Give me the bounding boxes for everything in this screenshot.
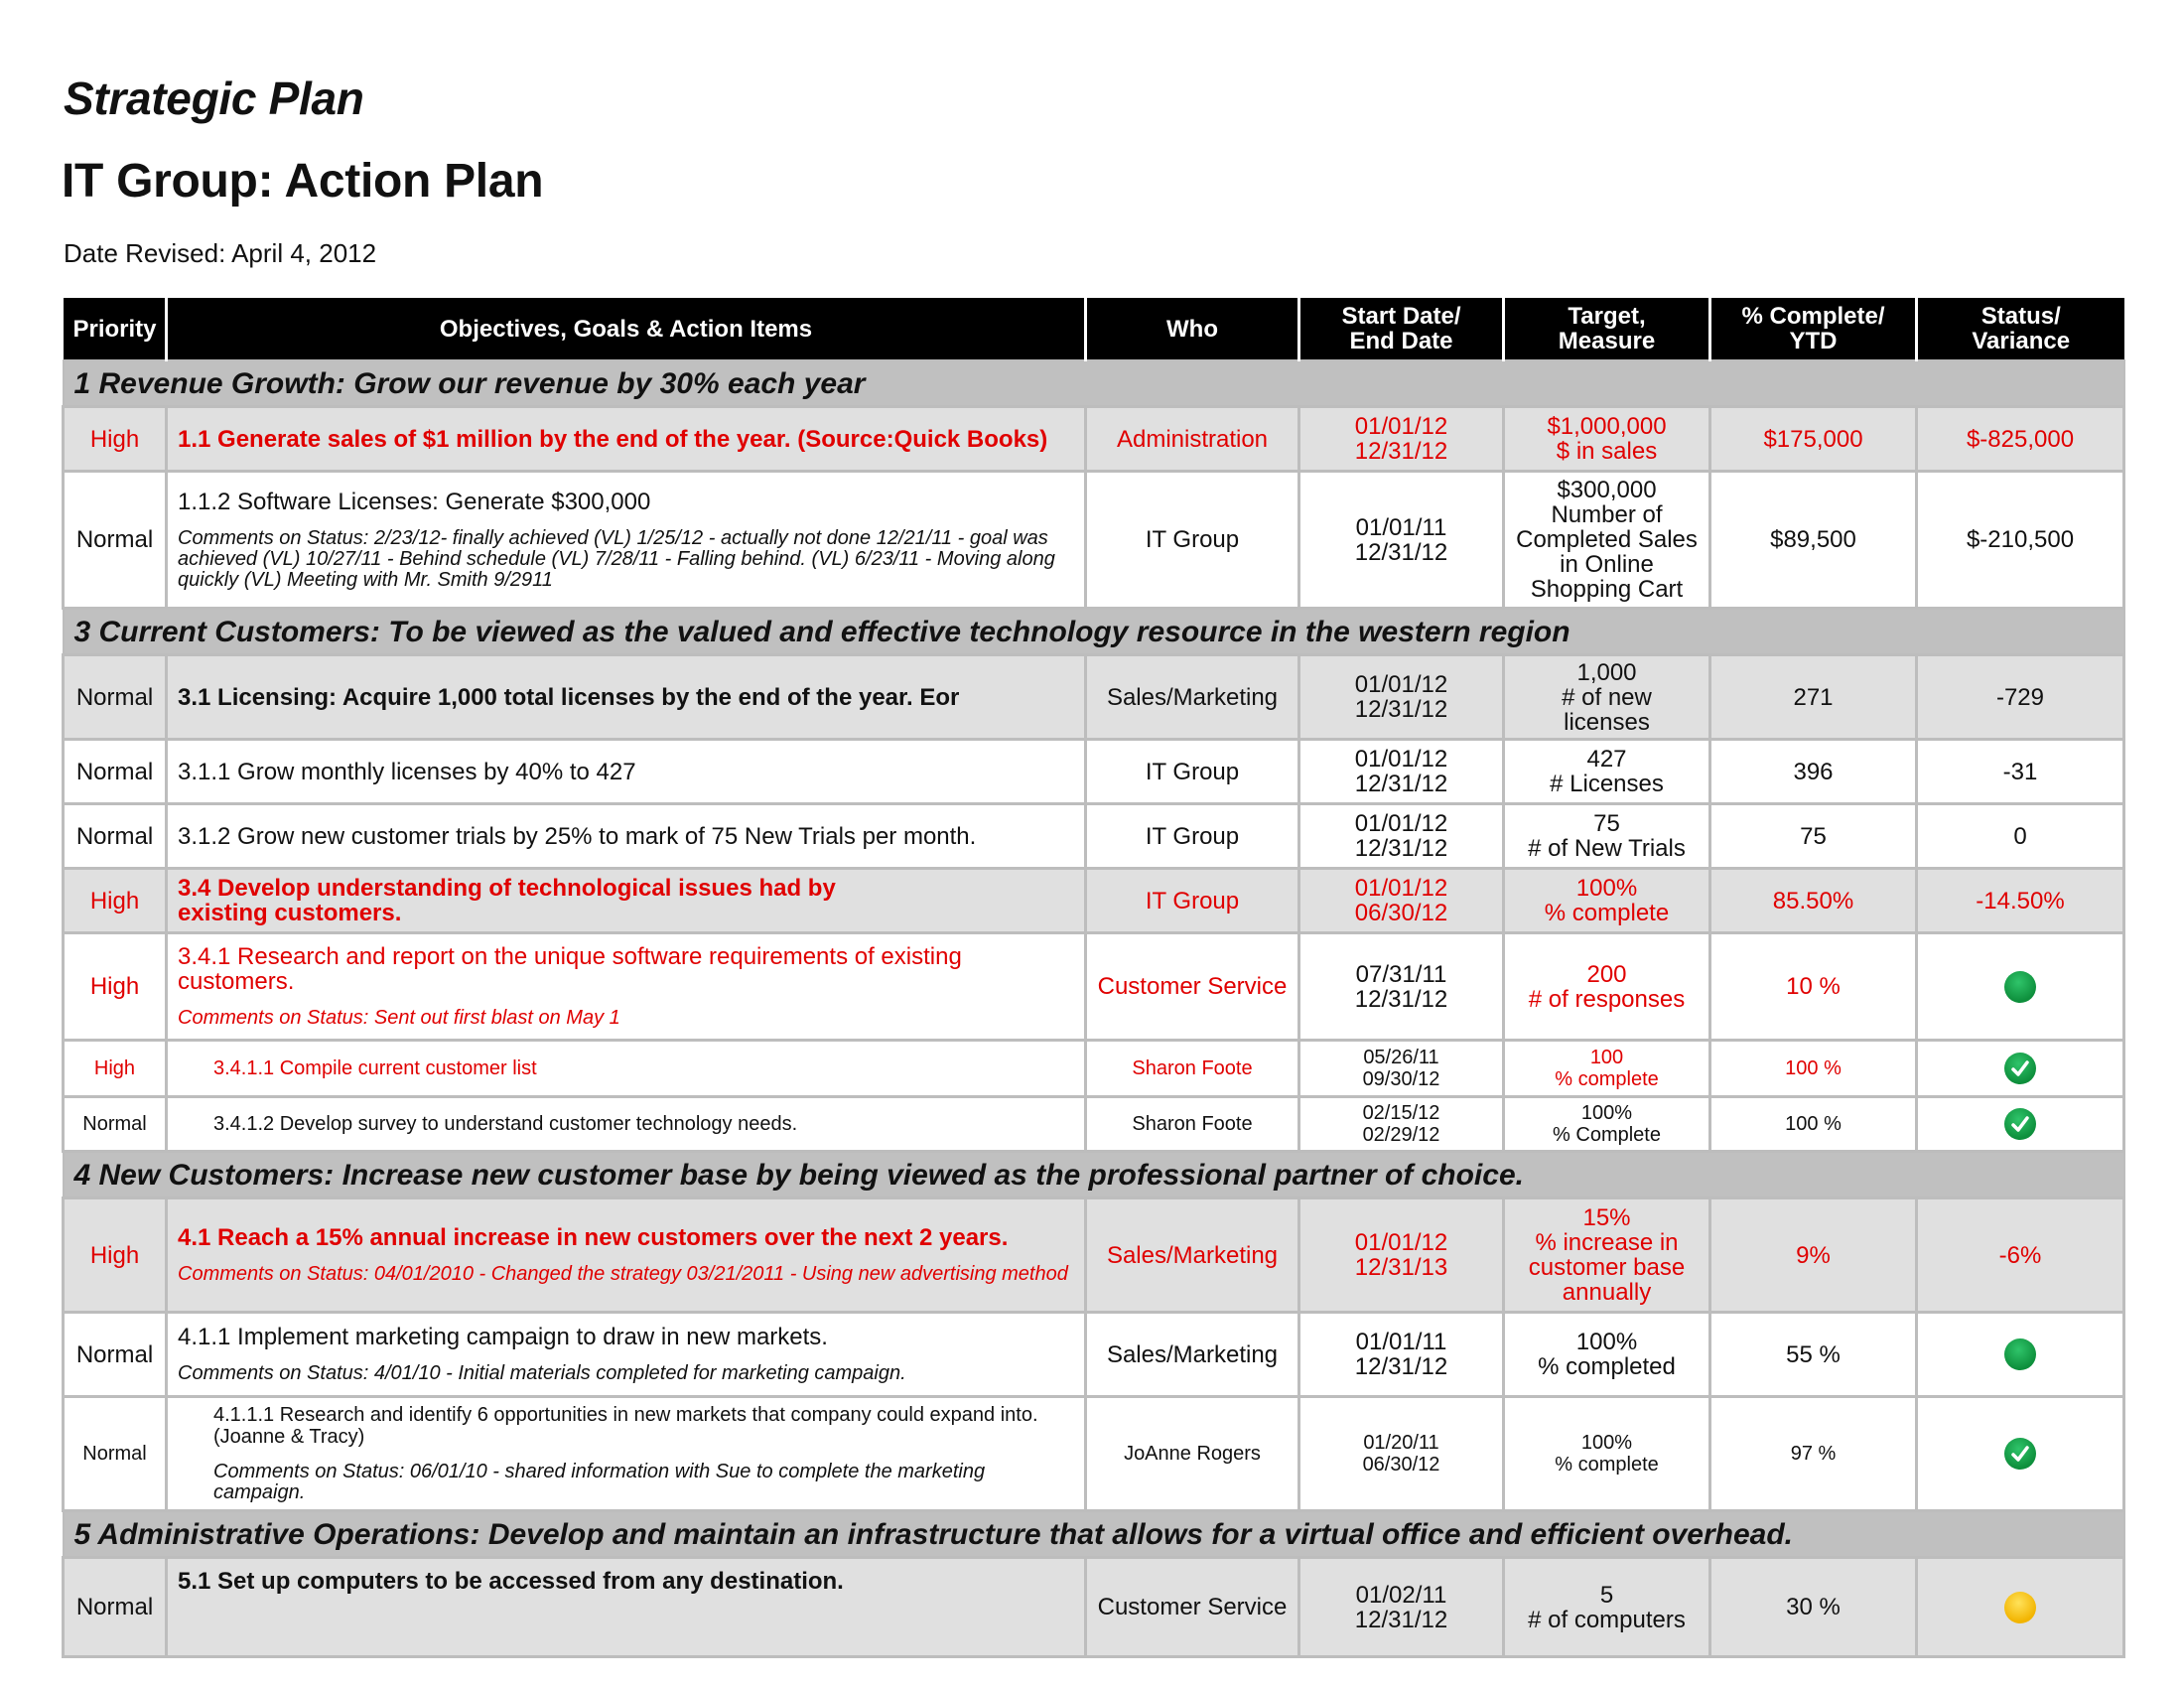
target-value: $1,000,000	[1547, 413, 1667, 440]
start-date: 01/01/12	[1354, 746, 1448, 773]
objective-text: 5.1 Set up computers to be accessed from any destination.	[178, 1568, 844, 1595]
green-status-dot-icon	[2004, 971, 2036, 1003]
end-date: 06/30/12	[1354, 900, 1448, 926]
complete-cell: 30 %	[1710, 1558, 1917, 1657]
target-cell	[1504, 804, 1710, 869]
objective-text: 3.4.1.2 Develop survey to understand customer technology needs.	[213, 1113, 798, 1135]
target-cell	[1504, 740, 1710, 804]
complete-cell: 396	[1710, 740, 1917, 804]
priority-cell: Normal	[64, 1558, 167, 1657]
status-cell: $-210,500	[1917, 472, 2124, 609]
col-header-target-line1: Target,	[1568, 303, 1646, 330]
objective-cell	[167, 804, 1086, 869]
section-header-row	[64, 1511, 2124, 1558]
who-cell: IT Group	[1086, 804, 1299, 869]
status-cell: 0	[1917, 804, 2124, 869]
table-row	[64, 933, 2124, 1041]
priority-cell: Normal	[64, 1313, 167, 1397]
target-value: 100%	[1580, 1102, 1633, 1124]
dates-cell	[1299, 933, 1504, 1041]
objective-cell	[167, 1097, 1086, 1152]
priority-cell: High	[64, 1041, 167, 1097]
target-measure: # of computers	[1528, 1606, 1686, 1633]
who-cell: Customer Service	[1086, 1558, 1299, 1657]
priority-cell: High	[64, 869, 167, 933]
col-header-status	[1917, 298, 2124, 360]
table-row	[64, 869, 2124, 933]
date-revised: Date Revised: April 4, 2012	[64, 238, 377, 268]
objective-text: 4.1.1.1 Research and identify 6 opportunities in new markets that company could expand into. (Joanne & Tracy)	[213, 1404, 1038, 1448]
end-date: 12/31/12	[1354, 1606, 1448, 1633]
priority-cell: Normal	[64, 1097, 167, 1152]
target-measure: % complete	[1544, 900, 1670, 926]
objective-cell	[167, 655, 1086, 740]
green-checkmark-icon	[2004, 1438, 2036, 1470]
start-date: 01/02/11	[1355, 1581, 1447, 1609]
priority-cell: Normal	[64, 804, 167, 869]
col-header-complete-line1: % Complete/	[1741, 303, 1885, 330]
status-cell	[1917, 933, 2124, 1041]
section-header-row	[64, 609, 2124, 655]
start-date: 02/15/12	[1362, 1102, 1440, 1124]
col-header-dates-line2: End Date	[1349, 328, 1453, 354]
green-checkmark-icon	[2004, 1053, 2036, 1084]
complete-cell: $89,500	[1710, 472, 1917, 609]
section-header-row	[64, 1152, 2124, 1198]
start-date: 05/26/11	[1363, 1047, 1439, 1068]
status-cell: -729	[1917, 655, 2124, 740]
objective-cell	[167, 869, 1086, 933]
target-cell	[1504, 1097, 1710, 1152]
objective-cell	[167, 933, 1086, 1041]
target-value: 100%	[1580, 1432, 1633, 1454]
status-cell	[1917, 1313, 2124, 1397]
target-value: 15%	[1582, 1204, 1631, 1231]
action-plan-table-container	[62, 298, 2122, 1633]
target-cell	[1504, 869, 1710, 933]
end-date: 02/29/12	[1362, 1124, 1440, 1146]
action-plan-table	[62, 298, 2125, 1658]
dates-cell	[1299, 804, 1504, 869]
section-title: 4 New Customers: Increase new customer base by being viewed as the professional partner of choice.	[64, 1152, 2124, 1198]
col-header-complete	[1710, 298, 1917, 360]
target-cell	[1504, 472, 1710, 609]
complete-cell: 100 %	[1710, 1041, 1917, 1097]
dates-cell	[1299, 1397, 1504, 1511]
objective-text: 1.1 Generate sales of $1 million by the end of the year. (Source:Quick Books)	[178, 425, 1048, 453]
col-header-dates-line1: Start Date/	[1341, 303, 1461, 330]
start-date: 01/01/12	[1354, 810, 1448, 837]
target-value: 75	[1593, 810, 1620, 837]
objective-cell	[167, 1041, 1086, 1097]
objective-cell	[167, 1198, 1086, 1313]
end-date: 09/30/12	[1362, 1068, 1440, 1090]
start-date: 01/01/11	[1355, 513, 1447, 541]
target-measure: Number of Completed Sales in Online Shopping Cart	[1516, 501, 1698, 603]
start-date: 07/31/11	[1355, 960, 1447, 988]
priority-cell: High	[64, 933, 167, 1041]
end-date: 12/31/12	[1354, 696, 1448, 723]
objective-text: 1.1.2 Software Licenses: Generate $300,000	[178, 488, 651, 515]
objective-text: 3.1 Licensing: Acquire 1,000 total licenses by the end of the year. Eor	[178, 683, 960, 711]
target-value: 200	[1586, 960, 1627, 988]
table-row	[64, 655, 2124, 740]
table-row	[64, 1097, 2124, 1152]
dates-cell	[1299, 869, 1504, 933]
end-date: 12/31/12	[1354, 985, 1448, 1013]
objective-cell	[167, 1558, 1086, 1657]
target-measure: $ in sales	[1556, 438, 1658, 465]
priority-cell: Normal	[64, 472, 167, 609]
who-cell: Sales/Marketing	[1086, 1313, 1299, 1397]
status-cell: -14.50%	[1917, 869, 2124, 933]
who-cell: JoAnne Rogers	[1086, 1397, 1299, 1511]
objective-cell	[167, 472, 1086, 609]
table-row	[64, 1397, 2124, 1511]
objective-text: 3.1.1 Grow monthly licenses by 40% to 427	[178, 758, 636, 785]
complete-cell: 10 %	[1710, 933, 1917, 1041]
start-date: 01/01/12	[1354, 671, 1448, 698]
green-checkmark-icon	[2004, 1108, 2036, 1140]
section-header-row	[64, 360, 2124, 407]
status-cell: -31	[1917, 740, 2124, 804]
col-header-dates	[1299, 298, 1504, 360]
table-row	[64, 472, 2124, 609]
who-cell: Sales/Marketing	[1086, 655, 1299, 740]
target-value: 5	[1599, 1581, 1614, 1609]
status-comment: Comments on Status: 4/01/10 - Initial materials completed for marketing campaign.	[178, 1362, 906, 1384]
status-cell: -6%	[1917, 1198, 2124, 1313]
complete-cell: 55 %	[1710, 1313, 1917, 1397]
dates-cell	[1299, 1558, 1504, 1657]
end-date: 12/31/12	[1354, 835, 1448, 862]
table-row	[64, 407, 2124, 472]
who-cell: Sales/Marketing	[1086, 1198, 1299, 1313]
target-cell	[1504, 1558, 1710, 1657]
objective-text: 3.4.1 Research and report on the unique software requirements of existing customers.	[178, 943, 962, 995]
who-cell: Customer Service	[1086, 933, 1299, 1041]
objective-text: 4.1 Reach a 15% annual increase in new customers over the next 2 years.	[178, 1224, 1009, 1251]
target-value: $300,000	[1557, 477, 1657, 503]
priority-cell: Normal	[64, 740, 167, 804]
col-header-target	[1504, 298, 1710, 360]
status-cell	[1917, 1041, 2124, 1097]
objective-cell	[167, 1397, 1086, 1511]
col-header-priority: Priority	[64, 298, 167, 360]
objective-text: 3.4 Develop understanding of technological issues had by existing customers.	[178, 875, 836, 926]
dates-cell	[1299, 407, 1504, 472]
target-cell	[1504, 1041, 1710, 1097]
target-measure: % completed	[1538, 1353, 1676, 1380]
target-measure: % Complete	[1553, 1124, 1661, 1146]
who-cell: Administration	[1086, 407, 1299, 472]
table-row	[64, 1198, 2124, 1313]
who-cell: Sharon Foote	[1086, 1097, 1299, 1152]
col-header-status-line2: Variance	[1972, 328, 2071, 354]
status-cell: $-825,000	[1917, 407, 2124, 472]
target-measure: % complete	[1555, 1068, 1659, 1090]
status-cell	[1917, 1397, 2124, 1511]
table-row	[64, 1313, 2124, 1397]
end-date: 12/31/12	[1354, 771, 1448, 797]
who-cell: IT Group	[1086, 869, 1299, 933]
status-cell	[1917, 1558, 2124, 1657]
status-comment: Comments on Status: Sent out first blast on May 1	[178, 1007, 620, 1029]
col-header-status-line1: Status/	[1980, 303, 2061, 330]
end-date: 12/31/12	[1354, 538, 1448, 566]
objective-cell	[167, 407, 1086, 472]
complete-cell: 9%	[1710, 1198, 1917, 1313]
document-title: Strategic Plan	[64, 72, 364, 124]
target-measure: % complete	[1555, 1454, 1659, 1476]
target-measure: # of New Trials	[1528, 835, 1686, 862]
dates-cell	[1299, 655, 1504, 740]
objective-text: 3.4.1.1 Compile current customer list	[213, 1057, 537, 1079]
dates-cell	[1299, 740, 1504, 804]
complete-cell: 97 %	[1710, 1397, 1917, 1511]
complete-cell: $175,000	[1710, 407, 1917, 472]
start-date: 01/01/11	[1355, 1329, 1447, 1355]
priority-cell: High	[64, 1198, 167, 1313]
table-row	[64, 804, 2124, 869]
objective-text: 3.1.2 Grow new customer trials by 25% to mark of 75 New Trials per month.	[178, 822, 977, 850]
table-header-row	[64, 298, 2124, 360]
objective-cell	[167, 1313, 1086, 1397]
dates-cell	[1299, 1041, 1504, 1097]
page-title: IT Group: Action Plan	[62, 155, 544, 208]
objective-text: 4.1.1 Implement marketing campaign to draw in new markets.	[178, 1324, 828, 1350]
target-measure: # Licenses	[1550, 771, 1664, 797]
target-cell	[1504, 1313, 1710, 1397]
start-date: 01/01/12	[1354, 1229, 1448, 1256]
dates-cell	[1299, 1198, 1504, 1313]
col-header-target-line2: Measure	[1558, 328, 1656, 354]
complete-cell: 100 %	[1710, 1097, 1917, 1152]
target-cell	[1504, 407, 1710, 472]
green-status-dot-icon	[2004, 1338, 2036, 1370]
table-row	[64, 1041, 2124, 1097]
target-value: 100%	[1575, 1329, 1638, 1355]
target-measure: # of new licenses	[1562, 683, 1652, 736]
section-title: 5 Administrative Operations: Develop and maintain an infrastructure that allows for a virtual office and efficient overhead.	[64, 1511, 2124, 1558]
start-date: 01/01/12	[1354, 875, 1448, 902]
priority-cell: Normal	[64, 1397, 167, 1511]
complete-cell: 85.50%	[1710, 869, 1917, 933]
objective-cell	[167, 740, 1086, 804]
who-cell: IT Group	[1086, 740, 1299, 804]
target-value: 427	[1586, 746, 1627, 773]
who-cell: IT Group	[1086, 472, 1299, 609]
start-date: 01/20/11	[1363, 1432, 1439, 1454]
table-row	[64, 740, 2124, 804]
end-date: 12/31/12	[1354, 1353, 1448, 1380]
section-title: 1 Revenue Growth: Grow our revenue by 30% each year	[64, 360, 2124, 407]
end-date: 12/31/12	[1354, 438, 1448, 465]
target-value: 100%	[1575, 875, 1638, 902]
col-header-complete-line2: YTD	[1789, 328, 1838, 354]
end-date: 12/31/13	[1354, 1254, 1448, 1281]
status-cell	[1917, 1097, 2124, 1152]
target-measure: % increase in customer base annually	[1528, 1229, 1686, 1306]
target-value: 1,000	[1576, 658, 1637, 686]
status-comment: Comments on Status: 2/23/12- finally achieved (VL) 1/25/12 - actually not done 12/21/11 - goal was achieved (VL) 10/27/11 - Behind schedule (VL) 7/28/11 - Falling behind. (VL) 6/23/11 - Moving along quickly (VL) Meeting with Mr. Smith 9/2911	[178, 526, 1055, 591]
target-measure: # of responses	[1528, 985, 1686, 1013]
priority-cell: High	[64, 407, 167, 472]
status-comment: Comments on Status: 04/01/2010 - Changed the strategy 03/21/2011 - Using new advertising method	[178, 1263, 1068, 1285]
dates-cell	[1299, 1313, 1504, 1397]
section-title: 3 Current Customers: To be viewed as the valued and effective technology resource in the western region	[64, 609, 2124, 655]
priority-cell: Normal	[64, 655, 167, 740]
dates-cell	[1299, 1097, 1504, 1152]
target-value: 100	[1589, 1047, 1624, 1068]
dates-cell	[1299, 472, 1504, 609]
end-date: 06/30/12	[1362, 1454, 1440, 1476]
col-header-who: Who	[1086, 298, 1299, 360]
col-header-objectives: Objectives, Goals & Action Items	[167, 298, 1086, 360]
complete-cell: 75	[1710, 804, 1917, 869]
target-cell	[1504, 655, 1710, 740]
start-date: 01/01/12	[1354, 413, 1448, 440]
status-comment: Comments on Status: 06/01/10 - shared information with Sue to complete the marketing campaign.	[213, 1461, 986, 1503]
yellow-status-dot-icon	[2004, 1592, 2036, 1623]
target-cell	[1504, 1397, 1710, 1511]
table-row	[64, 1558, 2124, 1657]
complete-cell: 271	[1710, 655, 1917, 740]
target-cell	[1504, 933, 1710, 1041]
who-cell: Sharon Foote	[1086, 1041, 1299, 1097]
target-cell	[1504, 1198, 1710, 1313]
